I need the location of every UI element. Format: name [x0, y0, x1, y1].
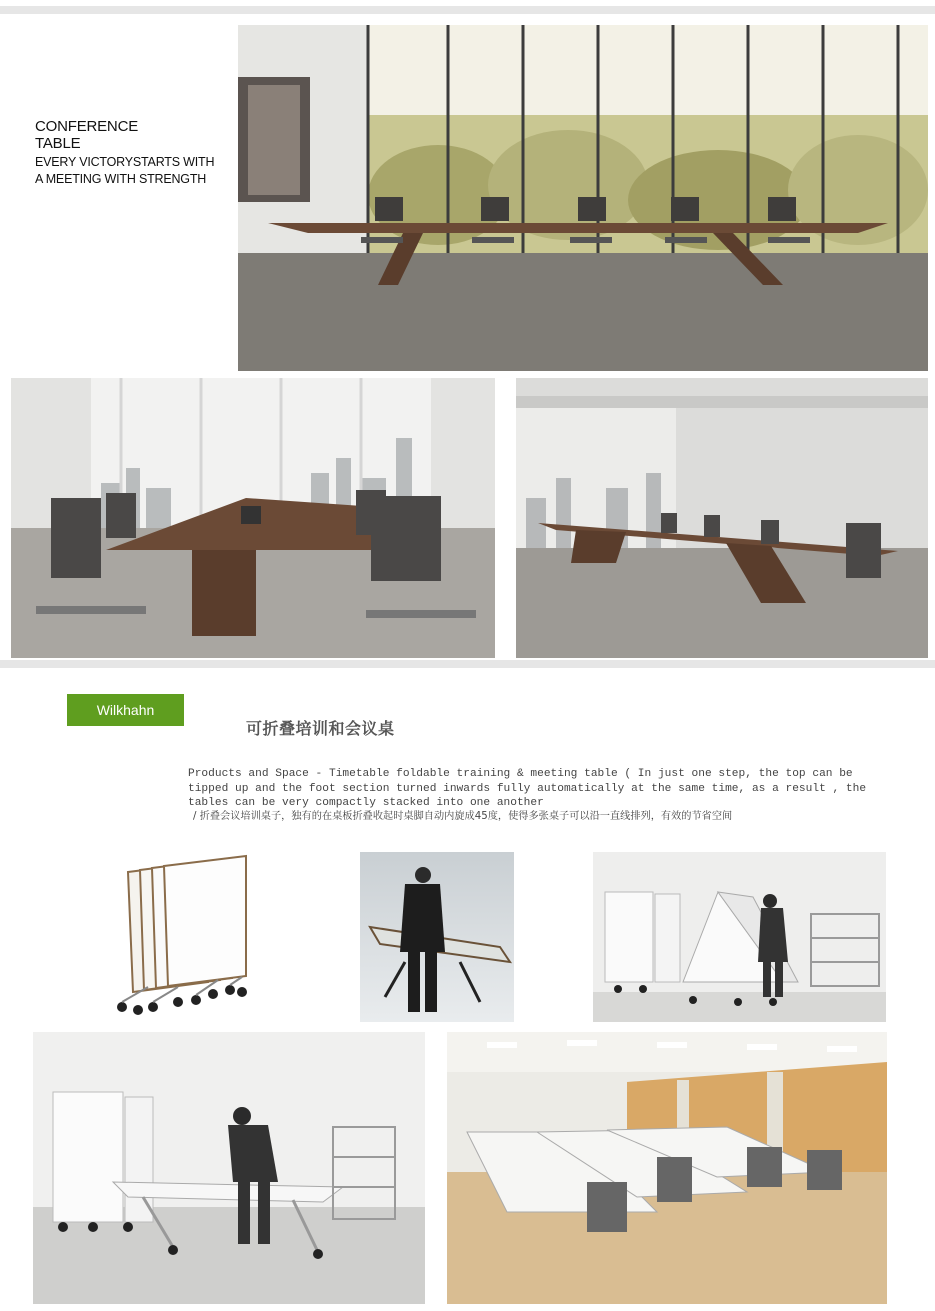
hero-subtitle [35, 154, 214, 188]
hero-subtitle-line2: A MEETING WITH STRENGTH [35, 172, 207, 186]
stacked-folded-tables-photo [108, 852, 252, 1020]
product-description-en: Products and Space - Timetable foldable training & meeting table ( In just one step, the top can be tipped up and the foot section turned inwards fully automatically at the same time, as a result , the tables can be very compactly stacked into one another [188, 768, 867, 810]
woman-unfolding-table-photo [33, 1032, 425, 1304]
hero-title [35, 118, 138, 152]
product-description-cn: / 折叠会议培训桌子，独有的在桌板折叠收起时桌脚自动内旋成45度，使得多张桌子可以沿一直线排列，有效的节省空间 [193, 811, 733, 822]
hero-title-line1: CONFERENCE [35, 118, 139, 135]
hero-title-line2: TABLE [35, 135, 81, 152]
hero-subtitle-line1: EVERY VICTORYSTARTS WITH [35, 155, 215, 169]
training-room-photo [447, 1032, 887, 1304]
wilkhahn-brand-label: Wilkhahn [67, 694, 184, 726]
conference-room-photo-city-left [11, 378, 495, 658]
woman-with-folded-tables-photo [593, 852, 886, 1022]
conference-room-photo-long-table [516, 378, 928, 658]
middle-separator [0, 660, 935, 668]
foldable-table-title: 可折叠培训和会议桌 [246, 719, 395, 738]
conference-room-photo-main [238, 25, 928, 371]
top-separator [0, 6, 935, 14]
woman-folding-table-photo [360, 852, 514, 1022]
